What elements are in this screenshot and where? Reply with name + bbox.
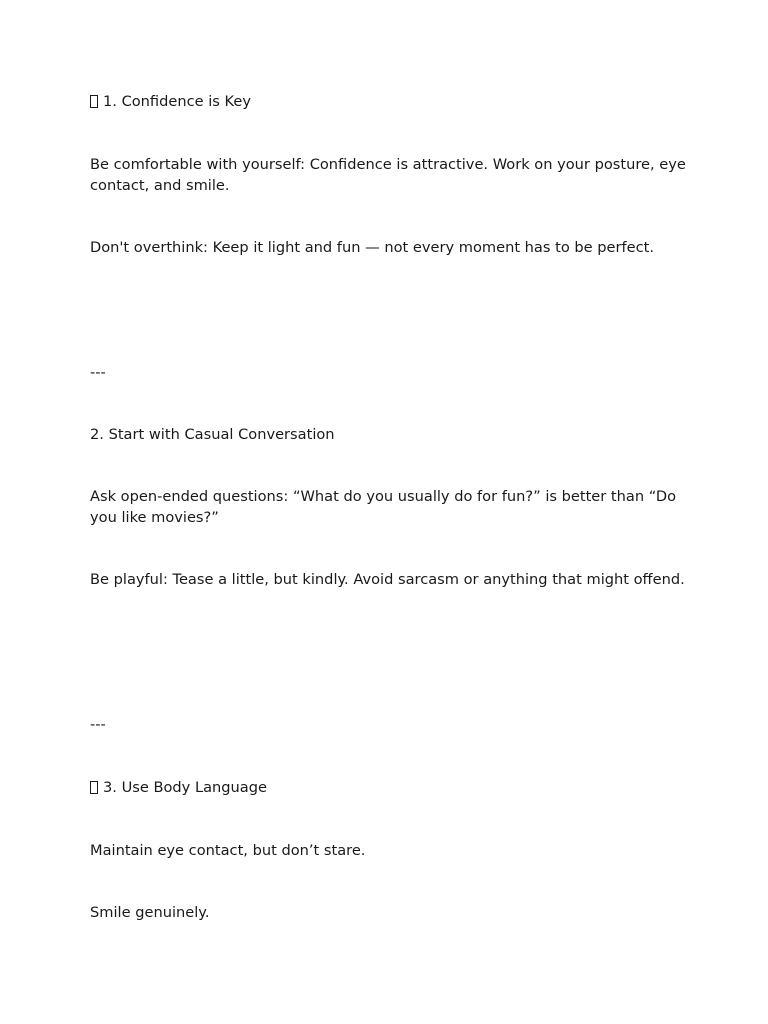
paragraph: Be comfortable with yourself: Confidence is attractive. Work on your posture, eye contact, and smile. [90, 156, 686, 194]
missing-glyph-icon [90, 781, 98, 794]
section-heading [90, 91, 690, 112]
section-heading-text: 1. Confidence is Key [103, 93, 252, 110]
section-heading [90, 777, 690, 798]
section-heading-text: 3. Use Body Language [103, 779, 267, 796]
section-heading: 2. Start with Casual Conversation [90, 426, 335, 443]
paragraph: Be playful: Tease a little, but kindly. Avoid sarcasm or anything that might offend. [90, 571, 685, 588]
separator: --- [90, 364, 106, 381]
paragraph: Smile genuinely. [90, 904, 210, 921]
separator: --- [90, 716, 106, 733]
paragraph: Ask open-ended questions: “What do you usually do for fun?” is better than “Do you like movies?” [90, 488, 677, 526]
missing-glyph-icon [90, 95, 98, 108]
paragraph: Maintain eye contact, but don’t stare. [90, 842, 366, 859]
paragraph: Don't overthink: Keep it light and fun — not every moment has to be perfect. [90, 239, 655, 256]
